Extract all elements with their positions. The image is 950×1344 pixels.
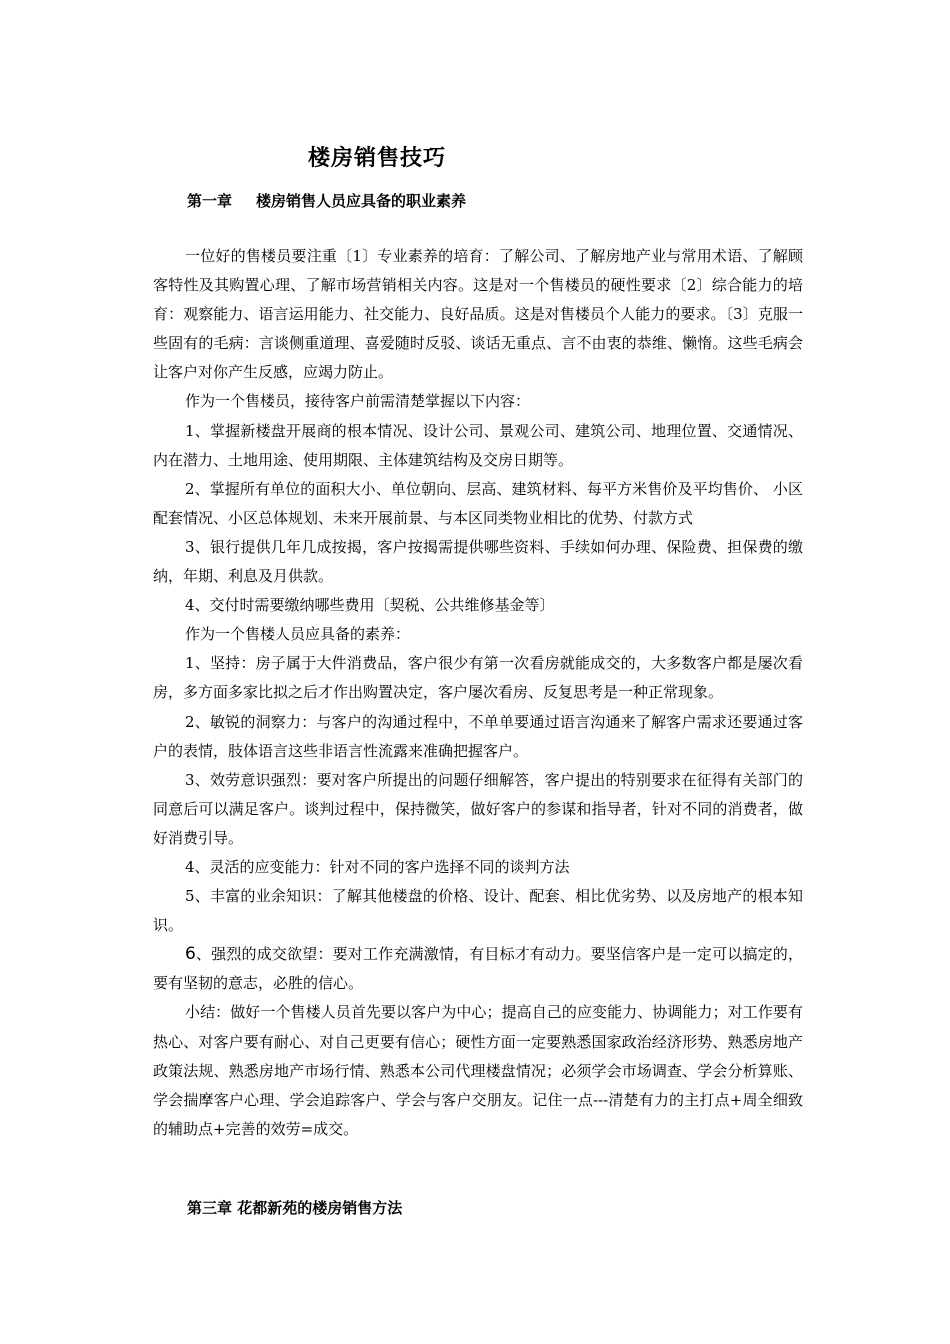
paragraph-reception-intro: 作为一个售楼员，接待客户前需清楚掌握以下内容： [185,392,531,411]
document-body [153,242,803,1144]
chapter-1-number: 第一章 [187,192,233,210]
paragraph-quality-3: 3、效劳意识强烈：要对客户所提出的问题仔细解答，客户提出的特别要求在征得有关部门的同意后可以满足客户。谈判过程中，保持微笑，做好客户的参谋和指导者，针对不同的消费者，做好消费引导。 [153,770,803,847]
quality-6-number: 6 [185,944,196,965]
paragraph-quality-1: 1、坚持：房子属于大件消费品，客户很少有第一次看房就能成交的，大多数客户都是屡次看房，多方面多家比拟之后才作出购置决定，客户屡次看房、反复思考是一种正常现象。 [153,654,803,702]
paragraph-quality-2: 2、敏锐的洞察力：与客户的沟通过程中，不单单要通过语言沟通来了解客户需求还要通过客户的表情，肢体语言这些非语言性流露来准确把握客户。 [153,712,803,760]
paragraph-item-3: 3、银行提供几年几成按揭，客户按揭需提供哪些资料、手续如何办理、保险费、担保费的缴纳，年期、利息及月供款。 [153,537,803,586]
paragraph-intro: 一位好的售楼员要注重〔1〕专业素养的培育：了解公司、了解房地产业与常用术语、了解顾客特性及其购置心理、了解市场营销相关内容。这是对一个售楼员的硬性要求〔2〕综合能力的培育：观察能力、语言运用能力、社交能力、良好品质。这是对售楼员个人能力的要求。〔3〕克服一些固有的毛病：言谈侧重道理、喜爱随时反驳、谈话无重点、言不由衷的恭维、懒惰。这些毛病会让客户对你产生反感，应竭力防止。 [153,247,803,382]
chapter-1-title: 楼房销售人员应具备的职业素养 [256,192,467,210]
paragraph-qualities-intro: 作为一个售楼人员应具备的素养： [185,625,411,644]
paragraph-quality-5: 5、丰富的业余知识：了解其他楼盘的价格、设计、配套、相比优劣势、以及房地产的根本知识。 [153,887,803,935]
quality-6-text: 、强烈的成交欲望：要对工作充满激情，有目标才有动力。要坚信客户是一定可以搞定的，要有坚韧的意志，必胜的信心。 [153,945,803,993]
paragraph-item-4: 4、交付时需要缴纳哪些费用〔契税、公共维修基金等〕 [185,596,555,615]
paragraph-quality-6 [153,940,803,998]
document-title: 楼房销售技巧 [308,146,447,171]
paragraph-item-2: 2、掌握所有单位的面积大小、单位朝向、层高、建筑材料、每平方米售价及平均售价、 小区配套情况、小区总体规划、未来开展前景、与本区同类物业相比的优势、付款方式 [153,479,803,527]
paragraph-item-1: 1、掌握新楼盘开展商的根本情况、设计公司、景观公司、建筑公司、地理位置、交通情况、内在潜力、土地用途、使用期限、主体建筑结构及交房日期等。 [153,421,803,469]
paragraph-quality-4: 4、灵活的应变能力：针对不同的客户选择不同的谈判方法 [185,857,570,876]
paragraph-summary: 小结：做好一个售楼人员首先要以客户为中心；提高自己的应变能力、协调能力；对工作要有热心、对客户要有耐心、对自己更要有信心；硬性方面一定要熟悉国家政治经济形势、熟悉房地产政策法规、熟悉房地产市场行情、熟悉本公司代理楼盘情况；必须学会市场调查、学会分析算账、学会揣摩客户心理、学会追踪客户、学会与客户交朋友。记住一点---清楚有力的主打点+周全细致的辅助点+完善的效劳=成交。 [153,1003,803,1138]
chapter-3-heading: 第三章 花都新苑的楼房销售方法 [187,1199,403,1217]
chapter-1-heading [187,190,466,211]
